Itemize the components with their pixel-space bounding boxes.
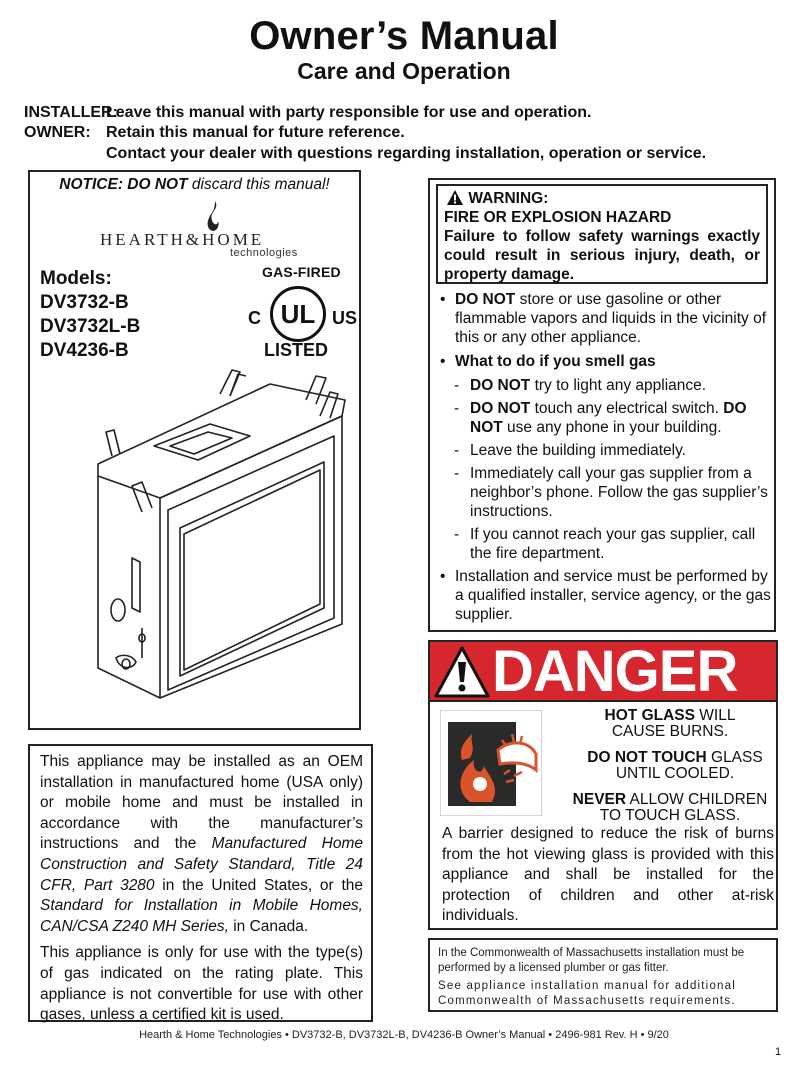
oem-text-b: in the United States, or the xyxy=(154,876,363,894)
danger-body xyxy=(428,702,778,930)
warning-text: Installation and service must be performed by a qualified installer, service agency, or the gas supplier. xyxy=(455,568,771,623)
notice-bold: NOTICE: DO NOT xyxy=(59,176,188,193)
danger-bold: HOT GLASS xyxy=(604,707,695,724)
danger-text: TO TOUCH GLASS. xyxy=(599,807,741,824)
warning-bold: DO NOT xyxy=(470,400,531,417)
danger-header xyxy=(428,640,778,702)
brand-name: HEARTH&HOME xyxy=(100,230,265,249)
danger-line-2 xyxy=(570,750,780,782)
contact-text: Contact your dealer with questions regarding installation, operation or service. xyxy=(106,145,707,162)
oem-text-i1: Manufactured Home Construction and Safety Standard, Title 24 CFR, Part 3280 xyxy=(40,835,363,894)
models-heading: Models: xyxy=(40,268,112,289)
model-item: DV3732L-B xyxy=(40,316,141,337)
danger-word: DANGER xyxy=(492,639,738,704)
warning-subitem: - DO NOT touch any electrical switch. DO NOT use any phone in your building. xyxy=(454,400,747,436)
oem-text-c: in Canada. xyxy=(228,917,309,935)
danger-text: UNTIL COOLED. xyxy=(615,765,735,782)
hazard-line: FIRE OR EXPLOSION HAZARD xyxy=(444,209,672,226)
warning-subitem: - DO NOT try to light any appliance. xyxy=(454,377,707,394)
massachusetts-text-1: In the Commonwealth of Massachusetts installation must be performed by a licensed plumber or gas fitter. xyxy=(438,947,745,974)
page-title: Owner’s Manual xyxy=(249,14,559,58)
listed-label: LISTED xyxy=(264,340,329,360)
massachusetts-box xyxy=(428,938,778,1012)
oem-text-a: This appliance may be installed as an OEM installation in manufactured home (USA only) or mobile home and must be installed in accordance with the manufacturer’s instructions and the xyxy=(40,753,363,853)
ul-circle-icon: UL xyxy=(270,286,326,342)
ul-listed-mark xyxy=(240,264,360,364)
gas-fired-label: GAS-FIRED xyxy=(262,264,341,280)
warning-item: • DO NOT store or use gasoline or other flammable vapors and liquids in the vicinity of this or any other appliance. xyxy=(440,291,767,346)
danger-text: ALLOW CHILDREN xyxy=(626,791,768,808)
oem-info-box xyxy=(28,744,373,1022)
smell-gas-heading: What to do if you smell gas xyxy=(455,353,656,370)
hazard-description: Failure to follow safety warnings exactly could result in serious injury, death, or property damage. xyxy=(444,228,760,283)
oem-text-i2: Standard for Installation in Mobile Homes, CAN/CSA Z240 MH Series, xyxy=(40,897,363,935)
contact-line xyxy=(24,145,706,163)
flame-logo-icon xyxy=(206,200,224,232)
model-item: DV4236-B xyxy=(40,340,129,361)
owner-text: Retain this manual for future reference. xyxy=(106,124,405,141)
warning-label-line xyxy=(446,189,760,208)
warning-text: Leave the building immediately. xyxy=(470,442,686,459)
owner-line xyxy=(24,124,405,142)
notice-line xyxy=(30,176,359,194)
warning-subitem: - Immediately call your gas supplier from a neighbor’s phone. Follow the gas supplier’s instructions. xyxy=(454,465,768,520)
danger-triangle-icon xyxy=(434,646,490,698)
danger-bold: DO NOT TOUCH xyxy=(587,749,707,766)
danger-line-3 xyxy=(560,792,780,824)
danger-text: WILL xyxy=(694,707,736,724)
page-subtitle: Care and Operation xyxy=(297,58,511,84)
notice-rest: discard this manual! xyxy=(187,176,330,193)
page-number: 1 xyxy=(775,1046,782,1058)
warning-text: Immediately call your gas supplier from a neighbor’s phone. Follow the gas supplier’s instructions. xyxy=(470,465,768,520)
danger-bold: NEVER xyxy=(572,791,627,808)
fireplace-illustration-icon xyxy=(80,358,350,708)
danger-text: GLASS xyxy=(706,749,763,766)
hot-glass-icon xyxy=(440,710,542,816)
oem-paragraph xyxy=(40,752,363,937)
warning-list xyxy=(440,290,775,629)
warning-bold: DO NOT xyxy=(470,400,747,436)
owner-key: OWNER: xyxy=(24,124,91,141)
warning-subitem: - Leave the building immediately. xyxy=(454,442,686,459)
warning-text: touch any electrical switch. xyxy=(530,400,724,417)
warning-label: WARNING: xyxy=(468,190,549,207)
warning-bold: DO NOT xyxy=(470,377,531,394)
models-box xyxy=(28,170,361,730)
massachusetts-text-2: See appliance installation manual for additional Commonwealth of Massachusetts requirements. xyxy=(438,980,736,1007)
page-footer: Hearth & Home Technologies • DV3732-B, DV3732L-B, DV4236-B Owner’s Manual • 2496-981 Rev. H • 9/20 xyxy=(139,1029,669,1041)
danger-line-1 xyxy=(570,708,770,740)
installer-text: Leave this manual with party responsible for use and operation. xyxy=(106,104,592,121)
ul-us-label: US xyxy=(332,308,358,328)
model-item: DV3732-B xyxy=(40,292,129,313)
ul-c-label: C xyxy=(248,308,261,328)
barrier-paragraph: A barrier designed to reduce the risk of burns from the hot viewing glass is provided with this appliance and shall be installed for the protection of children and other at-risk individuals. xyxy=(442,825,774,924)
danger-text: CAUSE BURNS. xyxy=(611,723,729,740)
warning-box xyxy=(428,178,776,632)
brand-sub: technologies xyxy=(230,247,298,259)
warning-text: use any phone in your building. xyxy=(502,419,722,436)
warning-text: try to light any appliance. xyxy=(530,377,707,394)
gas-type-paragraph: This appliance is only for use with the type(s) of gas indicated on the rating plate. This appliance is not convertible for use with other gases, unless a certified kit is used. xyxy=(40,944,363,1024)
warning-text: If you cannot reach your gas supplier, call the fire department. xyxy=(470,526,756,562)
installer-key: INSTALLER: xyxy=(24,104,118,121)
warning-text: store or use gasoline or other flammable vapors and liquids in the vicinity of this or any other appliance. xyxy=(455,291,767,346)
installer-line xyxy=(24,104,591,122)
warning-item: • Installation and service must be performed by a qualified installer, service agency, or the gas supplier. xyxy=(440,568,771,623)
warning-header xyxy=(436,184,768,284)
warning-subitem: - If you cannot reach your gas supplier, call the fire department. xyxy=(454,526,756,562)
warning-bold: DO NOT xyxy=(455,291,516,308)
warning-triangle-icon xyxy=(446,190,464,205)
warning-item: • What to do if you smell gas xyxy=(440,353,656,370)
